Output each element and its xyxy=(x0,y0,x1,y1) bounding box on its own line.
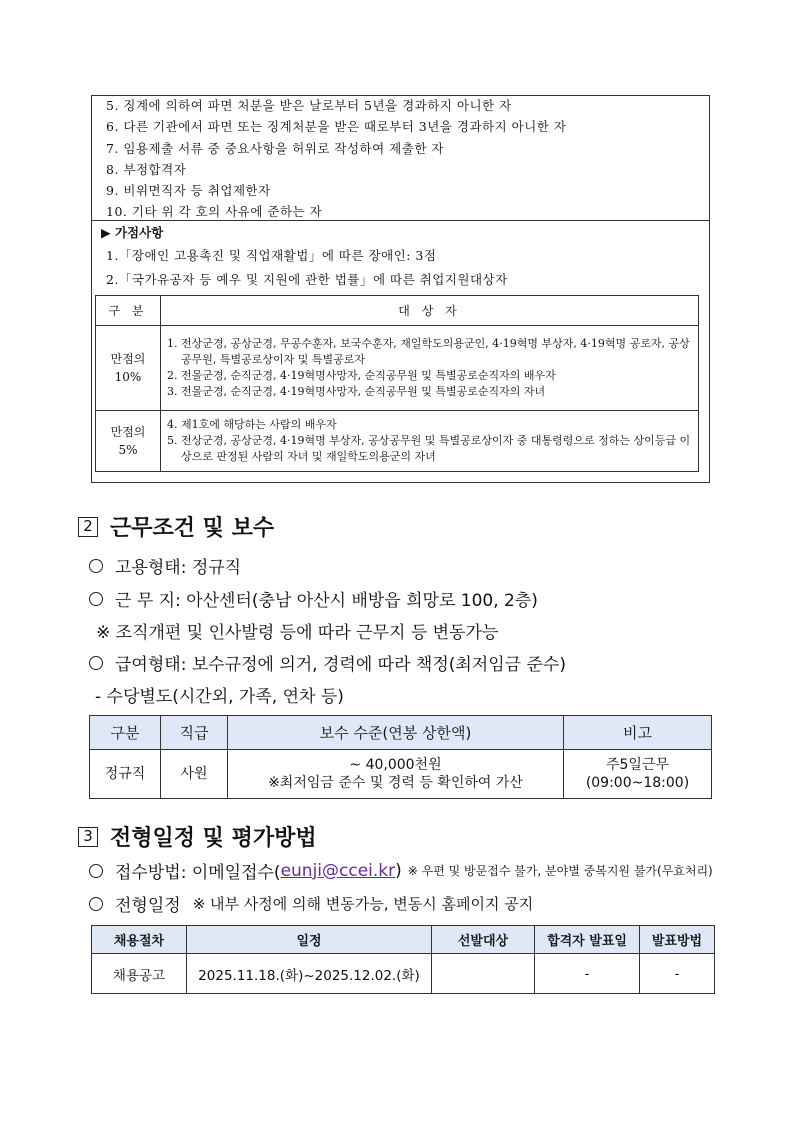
cell-pay xyxy=(228,750,564,799)
circle-bullet-icon xyxy=(89,559,103,573)
table-header-row xyxy=(90,716,712,750)
row-content-5pct xyxy=(161,411,699,472)
header-type: 구분 xyxy=(90,716,161,750)
table-row xyxy=(92,954,715,994)
table-header-row xyxy=(96,296,699,326)
employment-type-line xyxy=(89,553,241,578)
apply-method-line xyxy=(89,858,713,883)
workplace-note: ※ 조직개편 및 인사발령 등에 따라 근무지 등 변동가능 xyxy=(96,623,499,643)
disq-item-5: 5. 징계에 의하여 파면 처분을 받은 날로부터 5년을 경과하지 아니한 자 xyxy=(106,98,512,113)
header-pay: 보수 수준(연봉 상한액) xyxy=(228,716,564,750)
row-label-text: 만점의 5% xyxy=(110,425,146,457)
cell-target xyxy=(432,954,535,994)
disq-item-10: 10. 기타 위 각 호의 사유에 준하는 자 xyxy=(106,204,323,219)
header-announce: 합격자 발표일 xyxy=(535,926,640,954)
section-number-box: 2 xyxy=(78,517,98,537)
section3-heading xyxy=(78,821,317,852)
apply-label: 접수방법: 이메일접수( xyxy=(115,863,281,883)
disq-item-9: 9. 비위면직자 등 취업제한자 xyxy=(106,183,271,198)
circle-bullet-icon xyxy=(89,656,103,670)
list-item: 4. 제1호에 해당하는 사람의 배우자 xyxy=(167,418,337,431)
header-method: 발표방법 xyxy=(640,926,715,954)
disqualification-box xyxy=(91,95,710,483)
cell-type: 정규직 xyxy=(90,750,161,799)
apply-note: ※ 우편 및 방문접수 불가, 분야별 중복지원 불가(무효처리) xyxy=(407,864,713,878)
workplace-line xyxy=(89,586,538,611)
row-label-text: 만점의 10% xyxy=(110,352,146,384)
row-content-10pct xyxy=(161,326,699,411)
cell-method: - xyxy=(640,954,715,994)
apply-close: ) xyxy=(395,860,402,881)
salary-type-line xyxy=(89,650,566,675)
header-target: 대 상 자 xyxy=(161,296,699,326)
table-row xyxy=(96,411,699,472)
employment-type-text: 고용형태: 정규직 xyxy=(115,558,242,578)
row-label-10pct xyxy=(96,326,161,411)
table-header-row xyxy=(92,926,715,954)
list-item: 5. 전상군경, 공상군경, 4·19혁명 부상자, 공상공무원 및 특별공로상이자 중 대통령령으로 정하는 상이등급 이상으로 판정된 사람의 자녀 및 재일학도의용군의 자녀 xyxy=(167,434,691,463)
work-days: 주5일근무 xyxy=(605,757,669,773)
divider xyxy=(92,220,709,221)
salary-type-text: 급여형태: 보수규정에 의거, 경력에 따라 책정(최저임금 준수) xyxy=(115,655,566,675)
circle-bullet-icon xyxy=(89,897,103,911)
header-grade: 직급 xyxy=(161,716,228,750)
allowance-line: - 수당별도(시간외, 가족, 연차 등) xyxy=(95,687,344,707)
disq-item-7: 7. 임용제출 서류 중 중요사항을 허위로 작성하여 제출한 자 xyxy=(106,141,444,156)
section2-heading xyxy=(78,511,274,542)
list-item: 3. 전몰군경, 순직군경, 4·19혁명사망자, 순직공무원 및 특별공로순직자의 자녀 xyxy=(167,385,546,398)
list-item: 2. 전몰군경, 순직군경, 4·19혁명사망자, 순직공무원 및 특별공로순직자의 배우자 xyxy=(167,369,556,382)
header-period: 일정 xyxy=(187,926,432,954)
schedule-line xyxy=(89,891,533,916)
section-title: 전형일정 및 평가방법 xyxy=(110,826,317,851)
row-label-5pct xyxy=(96,411,161,472)
list-item: 1. 전상군경, 공상군경, 무공수훈자, 보국수훈자, 재일학도의용군인, 4·19혁명 부상자, 4·19혁명 공로자, 공상공무원, 특별공로상이자 및 특별공로자 xyxy=(167,337,690,366)
pay-table xyxy=(89,715,712,799)
header-target: 선발대상 xyxy=(432,926,535,954)
section-title: 근무조건 및 보수 xyxy=(110,516,275,541)
header-note: 비고 xyxy=(564,716,712,750)
bonus-line-1: 1.「장애인 고용촉진 및 직업재활법」에 따른 장애인: 3점 xyxy=(106,248,437,263)
cell-period: 2025.11.18.(화)~2025.12.02.(화) xyxy=(187,954,432,994)
section-number-box: 3 xyxy=(78,827,98,847)
table-row xyxy=(90,750,712,799)
workplace-text: 근 무 지: 아산센터(충남 아산시 배방읍 희망로 100, 2층) xyxy=(115,591,538,611)
header-category: 구 분 xyxy=(96,296,161,326)
schedule-label: 전형일정 xyxy=(115,896,181,916)
schedule-table xyxy=(91,925,715,994)
table-row xyxy=(96,326,699,411)
pay-amount: ~ 40,000천원 xyxy=(349,757,442,773)
schedule-note: ※ 내부 사정에 의해 변동가능, 변동시 홈페이지 공지 xyxy=(192,895,534,913)
circle-bullet-icon xyxy=(89,864,103,878)
circle-bullet-icon xyxy=(89,592,103,606)
cell-step: 채용공고 xyxy=(92,954,187,994)
disq-item-6: 6. 다른 기관에서 파면 또는 징계처분을 받은 때로부터 3년을 경과하지 아니한 자 xyxy=(106,119,567,134)
cell-announce: - xyxy=(535,954,640,994)
veteran-bonus-table xyxy=(95,295,699,472)
apply-email-link[interactable]: eunji@ccei.kr xyxy=(280,860,396,881)
work-hours: (09:00~18:00) xyxy=(585,775,690,791)
disq-item-8: 8. 부정합격자 xyxy=(106,162,187,177)
cell-grade: 사원 xyxy=(161,750,228,799)
header-step: 채용절차 xyxy=(92,926,187,954)
bonus-title: ▶ 가점사항 xyxy=(101,225,164,240)
bonus-line-2: 2.「국가유공자 등 예우 및 지원에 관한 법률」에 따른 취업지원대상자 xyxy=(106,272,508,287)
pay-remark: ※최저임금 준수 및 경력 등 확인하여 가산 xyxy=(268,775,523,791)
cell-note xyxy=(564,750,712,799)
